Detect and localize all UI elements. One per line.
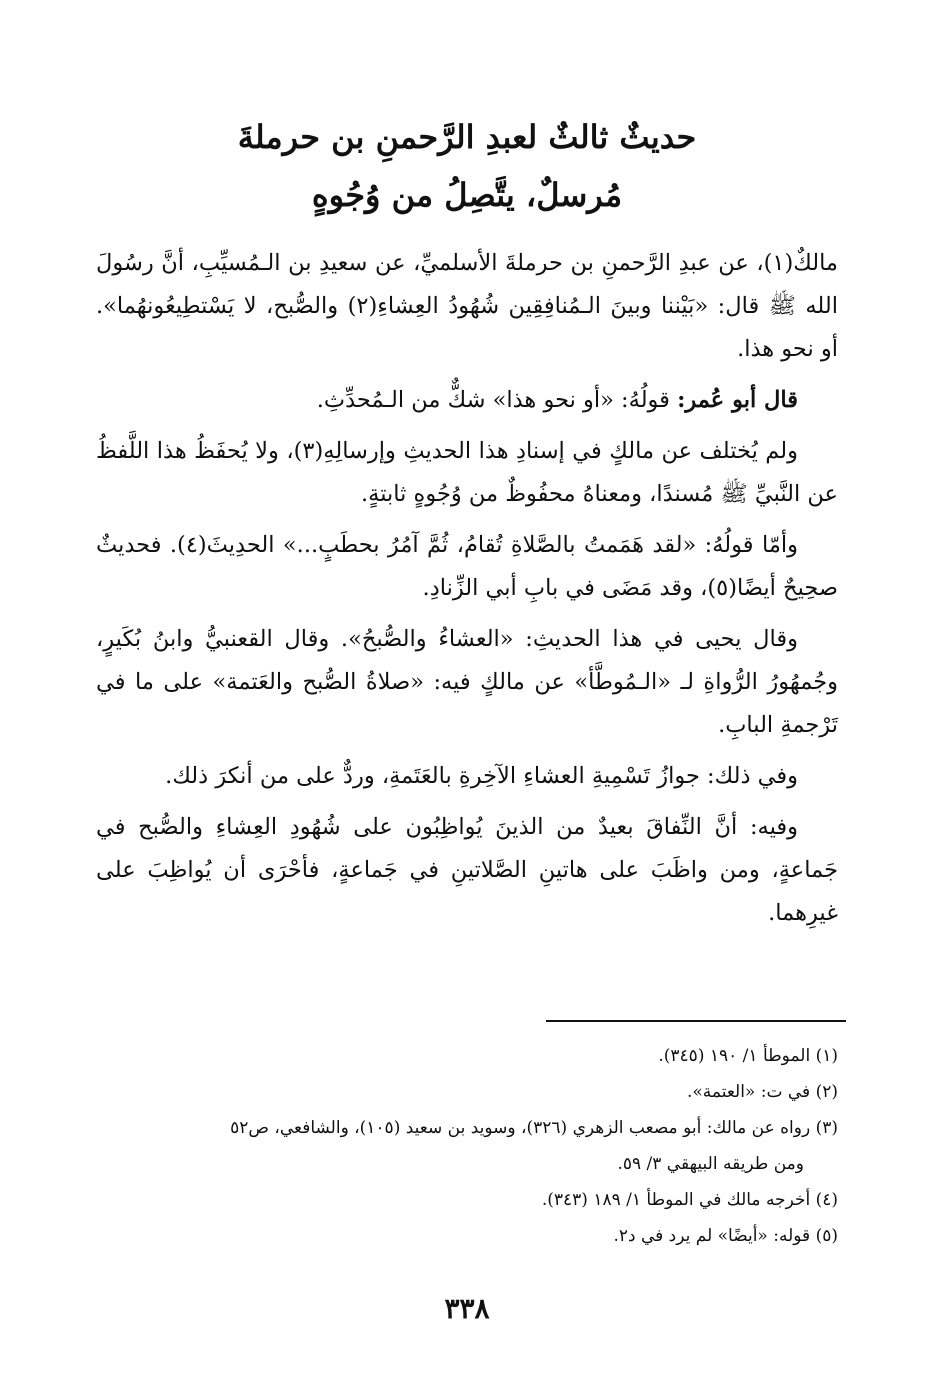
commentary-paragraph-2: ولم يُختلف عن مالكٍ في إسنادِ هذا الحديثِ وإرسالِهِ(٣)، ولا يُحفَظُ هذا اللَّفظُ عن النَّبيِّ ﷺ مُسندًا، ومعناهُ محفُوظٌ من وُجُوهٍ ثابتةٍ. [96, 438, 838, 507]
heading-line-1: حديثٌ ثالثٌ لعبدِ الرَّحمنِ بن حرملةَ [237, 118, 697, 156]
commentary-paragraph-6: وفيه: أنَّ النِّفاقَ بعيدٌ من الذينَ يُواظِبُون على شُهُودِ العِشاءِ والصُّبح في جَماعةٍ، ومن واظَبَ على هاتينِ الصَّلاتينِ في جَماعةٍ، فأحْرَى أن يُواظِبَ على غيرِهما. [96, 814, 838, 926]
commentary-paragraph-5: وفي ذلك: جوازُ تَسْمِيةِ العشاءِ الآخِرةِ بالعَتَمةِ، وردٌّ على من أنكرَ ذلك. [165, 763, 798, 789]
commentary-paragraph-4: وقال يحيى في هذا الحديثِ: «العشاءُ والصُّبحُ». وقال القعنبيُّ وابنُ بُكَيرٍ، وجُمهُورُ الرُّواةِ لـ «الـمُوطَّأ» عن مالكٍ فيه: «صلاةُ الصُّبح والعَتمة» على ما في تَرْجمةِ البابِ. [96, 626, 838, 738]
footnote-3-continued: ومن طريقه البيهقي ٣/ ٥٩. [617, 1154, 804, 1174]
footnote-4: (٤) أخرجه مالك في الموطأ ١/ ١٨٩ (٣٤٣). [541, 1190, 838, 1210]
chapter-heading [120, 108, 814, 224]
footnote-1: (١) الموطأ ١/ ١٩٠ (٣٤٥). [658, 1046, 838, 1066]
commentary-paragraph-1 [96, 379, 838, 422]
commentary-paragraph-3: وأمّا قولُهُ: «لقد هَمَمتُ بالصَّلاةِ تُقامُ، ثُمَّ آمُرُ بحطَبٍ...» الحدِيثَ(٤). فحديثٌ صحِيحٌ أيضًا(٥)، وقد مَضَى في بابِ أبي الزِّنادِ. [96, 532, 838, 601]
main-text [96, 242, 838, 943]
hadith-paragraph: مالكٌ(١)، عن عبدِ الرَّحمنِ بن حرملةَ الأسلميِّ، عن سعيدِ بن الـمُسيِّبِ، أنَّ رسُولَ الله ﷺ قال: «بَيْننا وبينَ الـمُنافِقِين شُهُودُ العِشاءِ(٢) والصُّبح، لا يَسْتطِيعُونهُما». أو نحو هذا. [96, 250, 838, 362]
page-number: ٣٣٨ [444, 1292, 490, 1325]
speaker-label: قال أبو عُمر: [677, 387, 798, 413]
footnotes [96, 1038, 838, 1254]
footnote-2: (٢) في ت: «العتمة». [686, 1082, 838, 1102]
footnote-separator [546, 1020, 846, 1022]
footnote-5: (٥) قوله: «أيضًا» لم يرد في د٢. [613, 1226, 838, 1246]
commentary-text-1: قولُهُ: «أو نحو هذا» شكٌّ من الـمُحدِّثِ. [316, 387, 678, 413]
heading-line-2: مُرسلٌ، يتَّصِلُ من وُجُوهٍ [311, 176, 623, 214]
footnote-3: (٣) رواه عن مالك: أبو مصعب الزهري (٣٢٦)، وسويد بن سعيد (١٠٥)، والشافعي، ص٥٢ [230, 1118, 838, 1138]
